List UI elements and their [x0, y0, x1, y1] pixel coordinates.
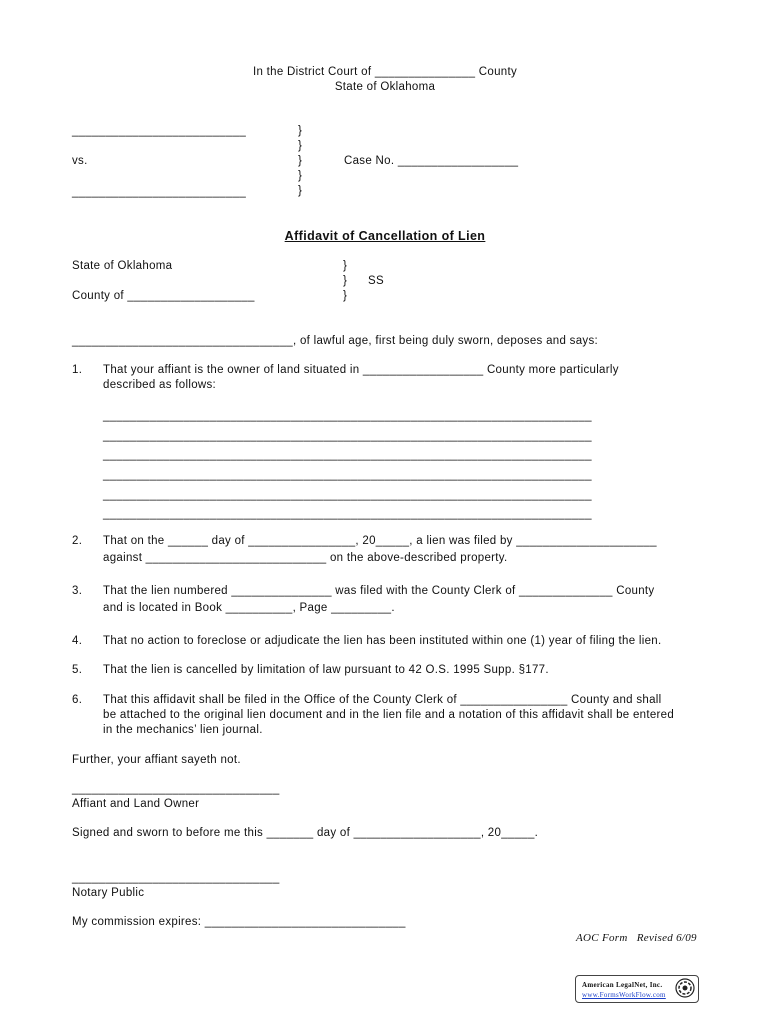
- caption-brace: }: [298, 140, 303, 152]
- item-number: 3.: [72, 585, 83, 597]
- description-line[interactable]: _________________________________________________________________________: [103, 508, 592, 520]
- item-number: 2.: [72, 535, 83, 547]
- further-statement: Further, your affiant sayeth not.: [72, 754, 241, 766]
- item-2-text[interactable]: against ___________________________ on the above-described property.: [103, 552, 508, 564]
- item-6-text[interactable]: That this affidavit shall be filed in the Office of the County Clerk of ________________ County and shall: [103, 694, 662, 706]
- venue-county-field[interactable]: County of ___________________: [72, 290, 255, 302]
- state-heading: State of Oklahoma: [334, 81, 436, 93]
- publisher-logo: [575, 975, 699, 1003]
- document-title: Affidavit of Cancellation of Lien: [284, 229, 486, 243]
- item-1-text: described as follows:: [103, 379, 217, 391]
- vs-label: vs.: [72, 155, 88, 167]
- description-line[interactable]: _________________________________________________________________________: [103, 489, 592, 501]
- caption-brace: }: [298, 155, 303, 167]
- commission-expires-line[interactable]: My commission expires: ______________________________: [72, 916, 406, 928]
- publisher-name: American LegalNet, Inc.: [582, 981, 663, 989]
- caption-brace: }: [298, 125, 303, 137]
- ss-label: SS: [368, 275, 384, 287]
- affiant-signature-label: Affiant and Land Owner: [72, 798, 200, 810]
- affiant-signature-line[interactable]: _______________________________: [72, 783, 280, 795]
- item-number: 4.: [72, 635, 83, 647]
- item-4-text: That no action to foreclose or adjudicate the lien has been instituted within one (1) year of filing the lien.: [103, 635, 662, 647]
- item-number: 5.: [72, 664, 83, 676]
- defendant-field[interactable]: __________________________: [72, 186, 247, 198]
- description-line[interactable]: _________________________________________________________________________: [103, 410, 592, 422]
- venue-brace: }: [343, 275, 348, 287]
- item-6-text: in the mechanics’ lien journal.: [103, 724, 263, 736]
- item-number: 1.: [72, 364, 83, 376]
- description-line[interactable]: _________________________________________________________________________: [103, 449, 592, 461]
- court-heading: In the District Court of _______________ County: [252, 66, 518, 78]
- venue-state: State of Oklahoma: [72, 260, 173, 272]
- description-line[interactable]: _________________________________________________________________________: [103, 430, 592, 442]
- item-5-text: That the lien is cancelled by limitation of law pursuant to 42 O.S. 1995 Supp. §177.: [103, 664, 549, 676]
- item-3-text[interactable]: and is located in Book __________, Page _________.: [103, 602, 395, 614]
- seal-icon: [675, 978, 695, 998]
- caption-brace: }: [298, 185, 303, 197]
- affiant-name-line[interactable]: _________________________________, of lawful age, first being duly sworn, deposes and says:: [72, 335, 599, 347]
- item-number: 6.: [72, 694, 83, 706]
- publisher-link[interactable]: www.FormsWorkFlow.com: [582, 991, 666, 999]
- form-revision: AOC Form Revised 6/09: [576, 932, 697, 944]
- item-1-text[interactable]: That your affiant is the owner of land situated in __________________ County more particularly: [103, 364, 619, 376]
- item-2-text[interactable]: That on the ______ day of ________________, 20_____, a lien was filed by _____________________: [103, 535, 657, 547]
- venue-brace: }: [343, 260, 348, 272]
- notary-signature-line[interactable]: _______________________________: [72, 872, 280, 884]
- signed-sworn-line[interactable]: Signed and sworn to before me this _______ day of ___________________, 20_____.: [72, 827, 539, 839]
- caption-brace: }: [298, 170, 303, 182]
- item-6-text: be attached to the original lien document and in the lien file and a notation of this affidavit shall be entered: [103, 709, 675, 721]
- item-3-text[interactable]: That the lien numbered _______________ was filed with the County Clerk of ______________ County: [103, 585, 655, 597]
- description-line[interactable]: _________________________________________________________________________: [103, 469, 592, 481]
- case-number-field[interactable]: Case No. __________________: [344, 155, 519, 167]
- notary-label: Notary Public: [72, 887, 145, 899]
- venue-brace: }: [343, 290, 348, 302]
- plaintiff-field[interactable]: __________________________: [72, 125, 247, 137]
